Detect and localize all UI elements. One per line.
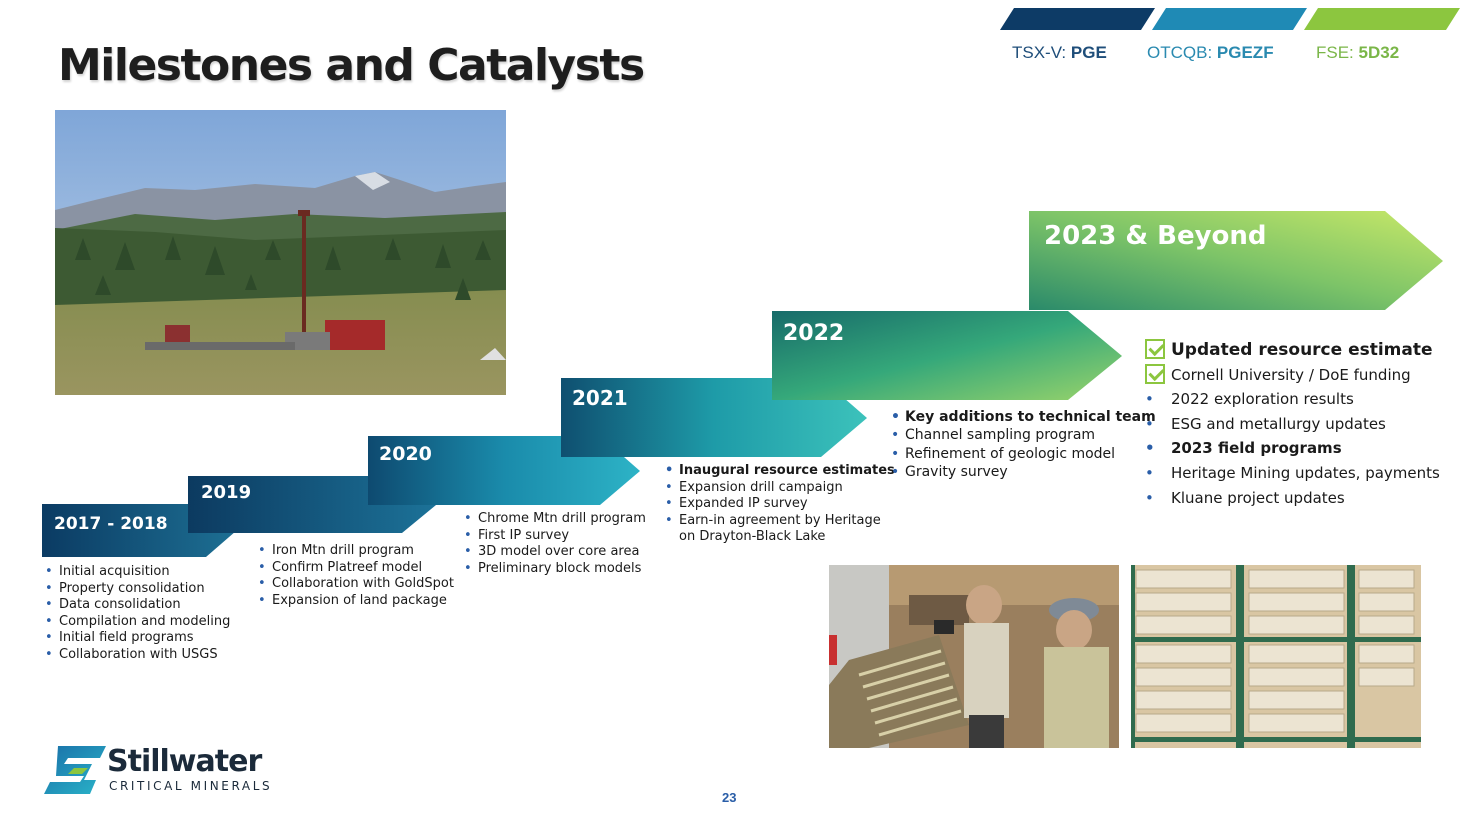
- header-stripes: [1000, 8, 1470, 32]
- stripe-mid: [1152, 8, 1307, 30]
- list-item-text: Cornell University / DoE funding: [1171, 365, 1411, 384]
- ticker-exchange: FSE:: [1316, 43, 1354, 62]
- list-item: • ESG and metallurgy updates: [1145, 412, 1440, 437]
- stripe-dark: [1000, 8, 1155, 30]
- list-item: • Initial acquisition: [45, 564, 230, 581]
- list-item: • Data consolidation: [45, 597, 230, 614]
- list-item: • Expansion of land package: [258, 593, 454, 610]
- list-item: • First IP survey: [464, 528, 646, 545]
- list-item: • Gravity survey: [891, 463, 1156, 481]
- list-item-continuation: on Drayton-Black Lake: [679, 529, 826, 545]
- list-item: • 3D model over core area: [464, 544, 646, 561]
- list-item: • Iron Mtn drill program: [258, 543, 454, 560]
- list-item: • Kluane project updates: [1145, 486, 1440, 511]
- list-item-checked: [1145, 338, 1440, 363]
- list-item-text: Updated resource estimate: [1171, 340, 1433, 360]
- list-item: • Expansion drill campaign: [665, 480, 895, 497]
- list-item: • Heritage Mining updates, payments: [1145, 461, 1440, 486]
- list-item: • Property consolidation: [45, 581, 230, 598]
- ticker-fse: [1316, 43, 1399, 63]
- ticker-exchange: TSX-V:: [1012, 43, 1067, 62]
- list-item: • Expanded IP survey: [665, 496, 895, 513]
- list-item: • Collaboration with USGS: [45, 647, 230, 664]
- stripe-light: [1304, 8, 1460, 30]
- ticker-symbol: 5D32: [1358, 43, 1400, 62]
- milestone-label-2023-beyond: 2023 & Beyond: [1044, 221, 1267, 251]
- ticker-tsxv: [1012, 43, 1107, 63]
- list-item: • 2023 field programs: [1145, 436, 1440, 461]
- list-item: • Channel sampling program: [891, 426, 1156, 444]
- core-logging-photo: [829, 565, 1119, 748]
- milestone-list-2017-2018: [45, 564, 230, 664]
- list-item: • Collaboration with GoldSpot: [258, 576, 454, 593]
- ticker-exchange: OTCQB:: [1147, 43, 1213, 62]
- milestone-list-2022: [891, 408, 1156, 481]
- list-item: • Inaugural resource estimates: [665, 463, 895, 480]
- milestone-label-2017-2018: 2017 - 2018: [54, 514, 168, 534]
- milestone-list-2023-beyond: [1145, 338, 1440, 510]
- list-item: • Preliminary block models: [464, 561, 646, 578]
- ticker-otcqb: [1147, 43, 1274, 63]
- core-storage-photo: [1131, 565, 1421, 748]
- milestone-list-2019: [258, 543, 454, 609]
- list-item: • Compilation and modeling: [45, 614, 230, 631]
- checkbox-checked-icon: [1145, 339, 1165, 359]
- list-item: • Refinement of geologic model: [891, 445, 1156, 463]
- list-item: • Initial field programs: [45, 630, 230, 647]
- stillwater-logo-icon: [44, 744, 108, 796]
- milestone-list-2020: [464, 511, 646, 577]
- list-item-checked: [1145, 363, 1440, 388]
- list-item: • Chrome Mtn drill program: [464, 511, 646, 528]
- list-item: • 2022 exploration results: [1145, 387, 1440, 412]
- ticker-symbol: PGEZF: [1216, 43, 1274, 62]
- page-number: 23: [722, 790, 737, 805]
- list-item: • Earn-in agreement by Heritage: [665, 513, 895, 530]
- milestone-list-2021: [665, 463, 895, 546]
- logo-tagline: CRITICAL MINERALS: [109, 779, 273, 793]
- list-item: • Key additions to technical team: [891, 408, 1156, 426]
- milestone-label-2022: 2022: [783, 321, 845, 346]
- ticker-symbol: PGE: [1070, 43, 1107, 62]
- milestone-label-2019: 2019: [201, 482, 252, 503]
- checkbox-checked-icon: [1145, 364, 1165, 384]
- logo-name: Stillwater: [107, 744, 262, 779]
- milestone-label-2020: 2020: [379, 443, 432, 465]
- drill-rig-photo: [55, 110, 506, 395]
- milestone-label-2021: 2021: [572, 386, 628, 410]
- page-title: Milestones and Catalysts: [58, 40, 644, 91]
- list-item: • Confirm Platreef model: [258, 560, 454, 577]
